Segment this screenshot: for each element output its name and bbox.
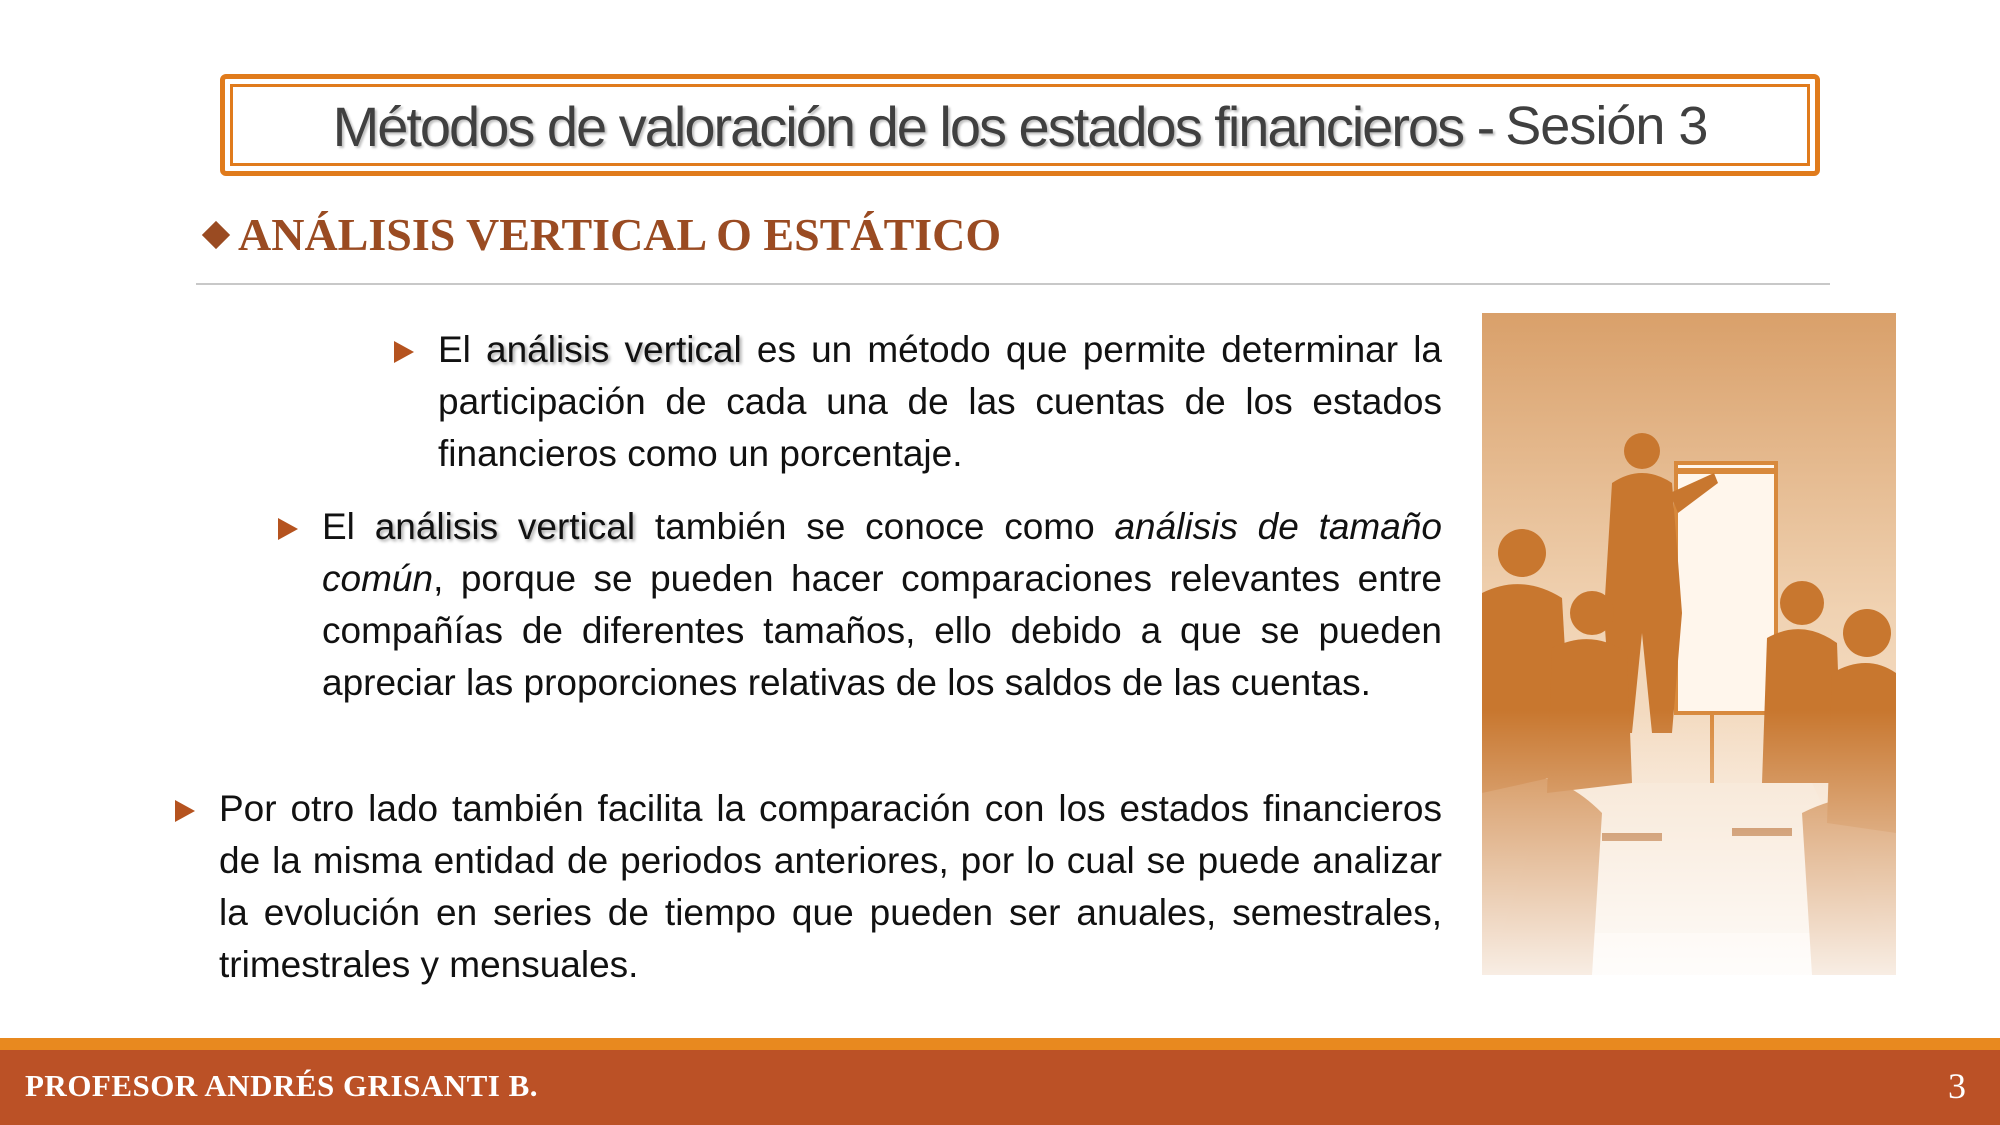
bullet-1-rest: es un método que permite determinar la participación de cada una de las cuentas de los estados financieros como un porcentaje. [438,329,1442,474]
divider [196,283,1830,285]
bullet-1-term: análisis vertical [486,329,742,370]
bullet-2 [322,501,1442,709]
section-heading-text: ANÁLISIS VERTICAL O ESTÁTICO [238,209,1002,260]
bullet-3 [219,783,1442,991]
diamond-icon [202,220,230,248]
triangle-right-icon [278,518,298,540]
slide-title: Métodos de valoración de los estados financieros - [332,94,1494,158]
bullet-1 [438,324,1442,480]
footer-author: PROFESOR ANDRÉS GRISANTI B. [25,1068,539,1103]
section-heading [200,208,1001,261]
triangle-right-icon [175,800,195,822]
footer-bar [0,1050,2000,1125]
bullet-2-italic: análisis de tamaño común [322,506,1442,599]
bullet-2-middle: también se conoce como [654,506,1095,547]
bullet-3-text: Por otro lado también facilita la comparación con los estados financieros de la misma entidad de periodos anteriores, por lo cual se puede analizar la evolución en series de tiempo que pueden ser anuales, semestrales, trimestrales y mensuales. [219,788,1442,985]
footer-stripe [0,1038,2000,1050]
slide-session: Sesión 3 [1505,96,1708,156]
bullet-2-lead: El [322,506,355,547]
bullet-2-term: análisis vertical [374,506,636,547]
title-frame [220,74,1820,176]
bullet-2-rest: , porque se pueden hacer comparaciones relevantes entre compañías de diferentes tamaños, ello debido a que se pueden apreciar las proporciones relativas de los saldos de las cuentas. [322,558,1442,703]
meeting-illustration [1482,313,1896,975]
bullet-1-lead: El [438,329,471,370]
meeting-silhouette-image [1482,313,1896,975]
title-inner [230,84,1810,166]
page-number: 3 [1948,1066,1966,1106]
triangle-right-icon [394,341,414,363]
